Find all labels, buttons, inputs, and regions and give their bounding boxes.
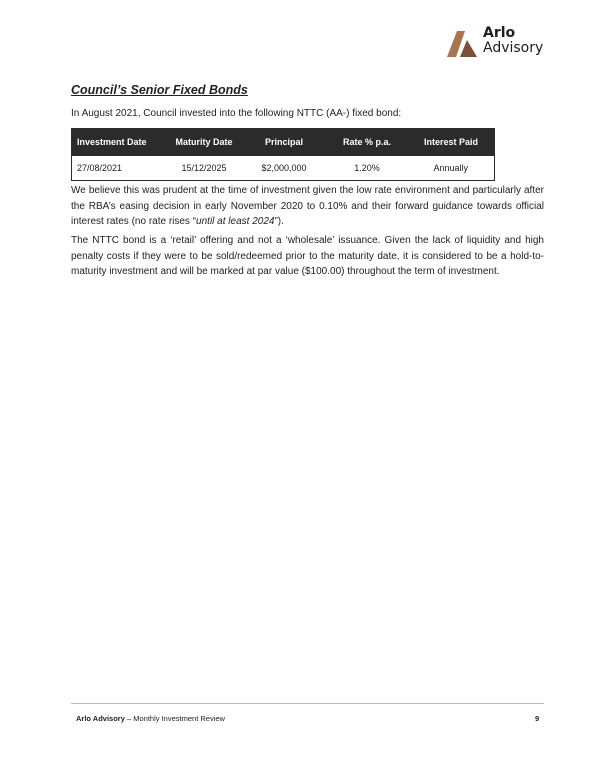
header-investment-date: Investment Date	[72, 129, 167, 156]
footer-brand: Arlo Advisory	[76, 714, 125, 723]
footer-doc-name: – Monthly Investment Review	[124, 714, 225, 723]
logo-line-2: Advisory	[483, 40, 544, 56]
paragraph1-end: ”).	[274, 216, 284, 227]
intro-text: In August 2021, Council invested into the following NTTC (AA-) fixed bond:	[71, 108, 402, 119]
cell-maturity-date: 15/12/2025	[167, 156, 242, 181]
paragraph1-italic: until at least 2024	[196, 216, 275, 227]
footer-divider	[71, 703, 544, 704]
header-maturity-date: Maturity Date	[167, 129, 242, 156]
table-header-row	[72, 129, 495, 156]
cell-rate: 1.20%	[327, 156, 408, 181]
arlo-logo-mark-icon	[445, 28, 479, 58]
paragraph1-text: We believe this was prudent at the time of investment given the low rate environment and particularly after the RBA’s easing decision in early November 2020 to 0.10% and their forward guidance towards official interest rates (no rate rises “	[71, 185, 544, 227]
section-heading: Council’s Senior Fixed Bonds	[71, 83, 248, 97]
page-number: 9	[535, 714, 540, 723]
cell-interest-paid: Annually	[408, 156, 495, 181]
header-interest-paid: Interest Paid	[408, 129, 495, 156]
table-row	[72, 156, 495, 181]
logo-wordmark	[483, 26, 543, 56]
bond-table	[71, 128, 495, 181]
cell-investment-date: 27/08/2021	[72, 156, 167, 181]
footer-title	[76, 714, 225, 723]
header-rate: Rate % p.a.	[327, 129, 408, 156]
cell-principal: $2,000,000	[242, 156, 327, 181]
logo-line-1: Arlo	[483, 25, 516, 41]
arlo-advisory-logo	[445, 26, 545, 60]
paragraph-nttc-bond: The NTTC bond is a ‘retail’ offering and not a ‘wholesale’ issuance. Given the lack of liquidity and high penalty costs if they were to be sold/redeemed prior to the maturity date, it is considered to be a hold-to-maturity investment and will be marked at par value ($100.00) throughout the term of investment.	[71, 235, 544, 277]
header-principal: Principal	[242, 129, 327, 156]
paragraph-prudent-investment	[71, 183, 544, 230]
